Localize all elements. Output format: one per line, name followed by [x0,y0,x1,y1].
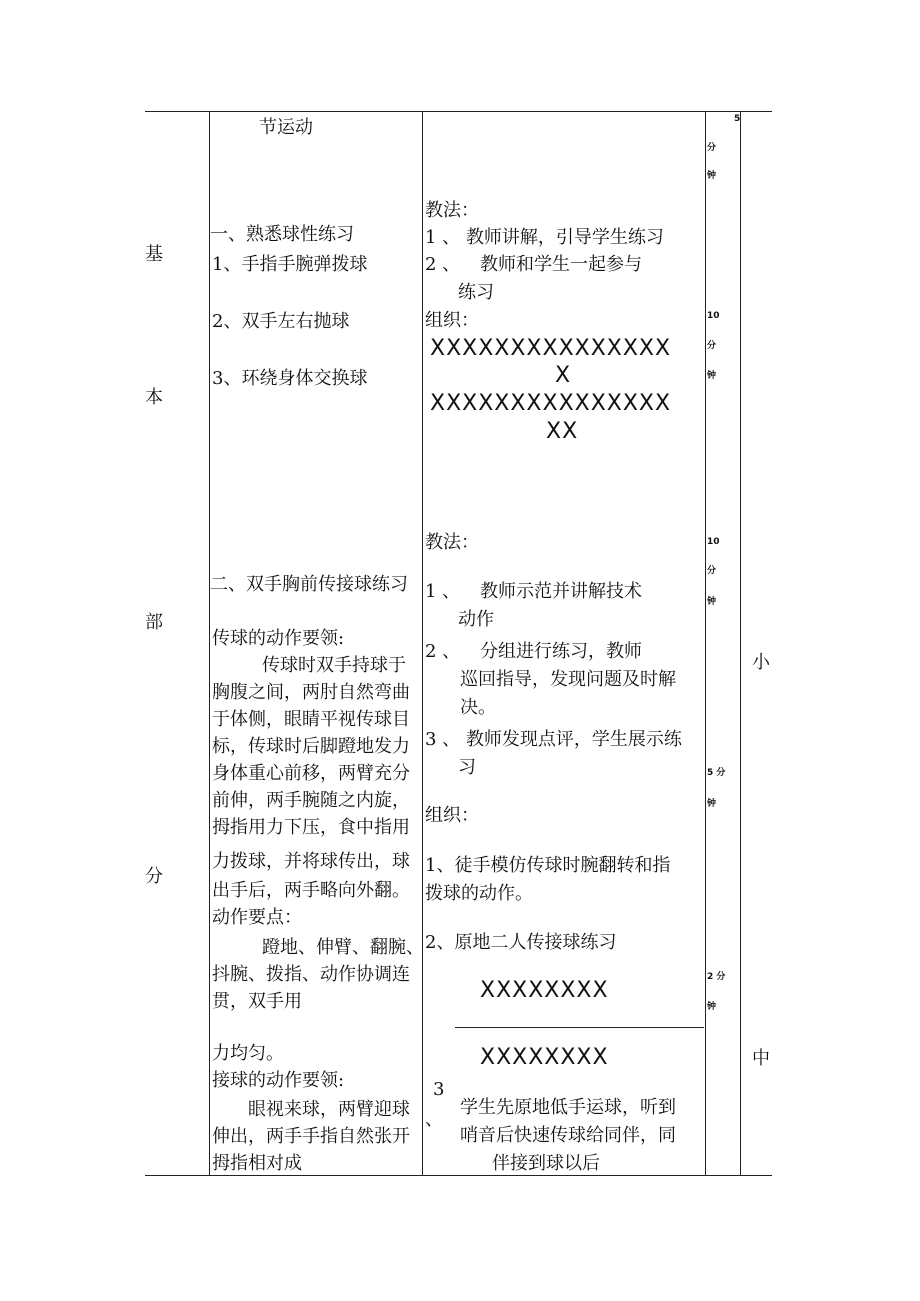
method2-m3: 3 、 教师发现点评，学生展示练 [425,729,682,750]
method1-line-1: 1 、 教师讲解，引导学生练习 [425,227,664,248]
key-line-3: 贯，双手用 [212,991,302,1012]
formation2-row-2: XXXXXXXX [480,1045,609,1070]
intensity-small: 小 [752,652,770,673]
pass-line-8: 力拨球，并将球传出，球 [212,851,410,872]
pass-line-4: 标，传球时后脚蹬地发力 [212,736,410,757]
method2-m2-cont-1: 巡回指导，发现问题及时解 [460,669,676,690]
part1-item-2: 2、双手左右抛球 [212,311,350,332]
time-1-number: 5 [734,114,741,124]
time-4-unit: 钟 [707,799,717,809]
column-divider-3 [705,111,706,1176]
key-tail: 力均匀。 [212,1043,284,1064]
org-item-3-line-1: 学生先原地低手运球，听到 [460,1097,676,1118]
time-2-unit-2: 钟 [707,371,717,381]
org-item-3-line-2: 哨音后快速传球给同伴，同 [460,1125,676,1146]
time-4: 5 分 [707,768,726,778]
method1-line-2-text: 教师和学生一起参与 [480,254,642,275]
time-1-unit: 分 [707,143,717,153]
time-1-unit-2: 钟 [707,171,717,181]
section-char-2: 本 [145,387,163,408]
method2-heading: 教法： [425,532,479,553]
pass-line-5: 身体重心前移，两臂充分 [212,763,410,784]
intensity-medium: 中 [752,1048,770,1069]
formation2-row-1: XXXXXXXX [480,978,609,1003]
section-char-4: 分 [145,866,163,887]
table-top-border [145,111,772,112]
org-item-3-mark: 、 [425,1109,443,1130]
method2-m1-text: 教师示范并讲解技术 [480,581,642,602]
org-item-1-cont: 拨球的动作。 [425,883,533,904]
key-line-2: 抖腕、拨指、动作协调连 [212,964,410,985]
pass-line-2: 胸腹之间，两肘自然弯曲 [212,682,410,703]
part1-title: 一、熟悉球性练习 [210,224,354,245]
formation1-row-1: XXXXXXXXXXXXXXX [430,336,672,361]
section-char-1: 基 [145,244,163,265]
formation-divider-line [455,1027,704,1028]
pass-line-9: 出手后，两手略向外翻。 [212,880,410,901]
org-item-1: 1、徒手模仿传球时腕翻转和指 [425,855,671,876]
org-item-3-line-3: 伴接到球以后 [492,1153,600,1174]
time-2-number: 10 [707,311,720,321]
part1-item-1: 1、手指手腕弹拨球 [212,254,368,275]
catch-line-1: 眼视来球，两臂迎球 [248,1099,410,1120]
method2-m2-num: 2 、 [425,641,461,662]
method2-org: 组织： [425,805,479,826]
pass-title: 传球的动作要领: [212,628,345,649]
time-3-number: 10 [707,537,720,547]
pass-line-6: 前伸，两手腕随之内旋， [212,790,410,811]
time-3-unit: 分 [707,566,717,576]
time-5: 2 分 [707,972,726,982]
key-line-1: 蹬地、伸臂、翻腕、 [262,937,424,958]
method2-m2-text: 分组进行练习，教师 [480,641,642,662]
pass-line-7: 拇指用力下压，食中指用 [212,817,410,838]
method1-heading: 教法： [425,200,479,221]
time-5-unit: 钟 [707,1002,717,1012]
catch-title: 接球的动作要领: [212,1070,345,1091]
part2-title: 二、双手胸前传接球练习 [210,574,408,595]
formation1-row-2: X [555,363,572,388]
method2-m1-cont: 动作 [458,609,494,630]
org-item-3-num: 3 [433,1079,445,1100]
time-2-unit: 分 [707,341,717,351]
formation1-row-4: XX [546,419,579,444]
section-char-3: 部 [145,612,163,633]
catch-line-2: 伸出，两手手指自然张开 [212,1126,410,1147]
column-divider-1 [209,111,210,1176]
method2-m1-num: 1 、 [425,581,461,602]
method2-m3-cont: 习 [458,757,476,778]
column-divider-4 [740,111,741,1176]
pass-line-3: 于体侧，眼睛平视传球目 [212,709,410,730]
catch-line-3: 拇指相对成 [212,1153,302,1174]
time-3-unit-2: 钟 [707,597,717,607]
org-item-2: 2、原地二人传接球练习 [425,932,617,953]
method1-org: 组织： [425,310,479,331]
column-divider-2 [422,111,423,1176]
formation1-row-3: XXXXXXXXXXXXXXX [430,391,672,416]
pass-line-1: 传球时双手持球于 [262,655,406,676]
key-title: 动作要点： [212,907,302,928]
part1-item-3: 3、环绕身体交换球 [212,368,368,389]
method2-m2-cont-2: 决。 [460,697,496,718]
content-top-line: 节运动 [259,117,313,138]
method1-line-2-num: 2 、 [425,254,461,275]
method1-line-2-cont: 练习 [458,282,494,303]
